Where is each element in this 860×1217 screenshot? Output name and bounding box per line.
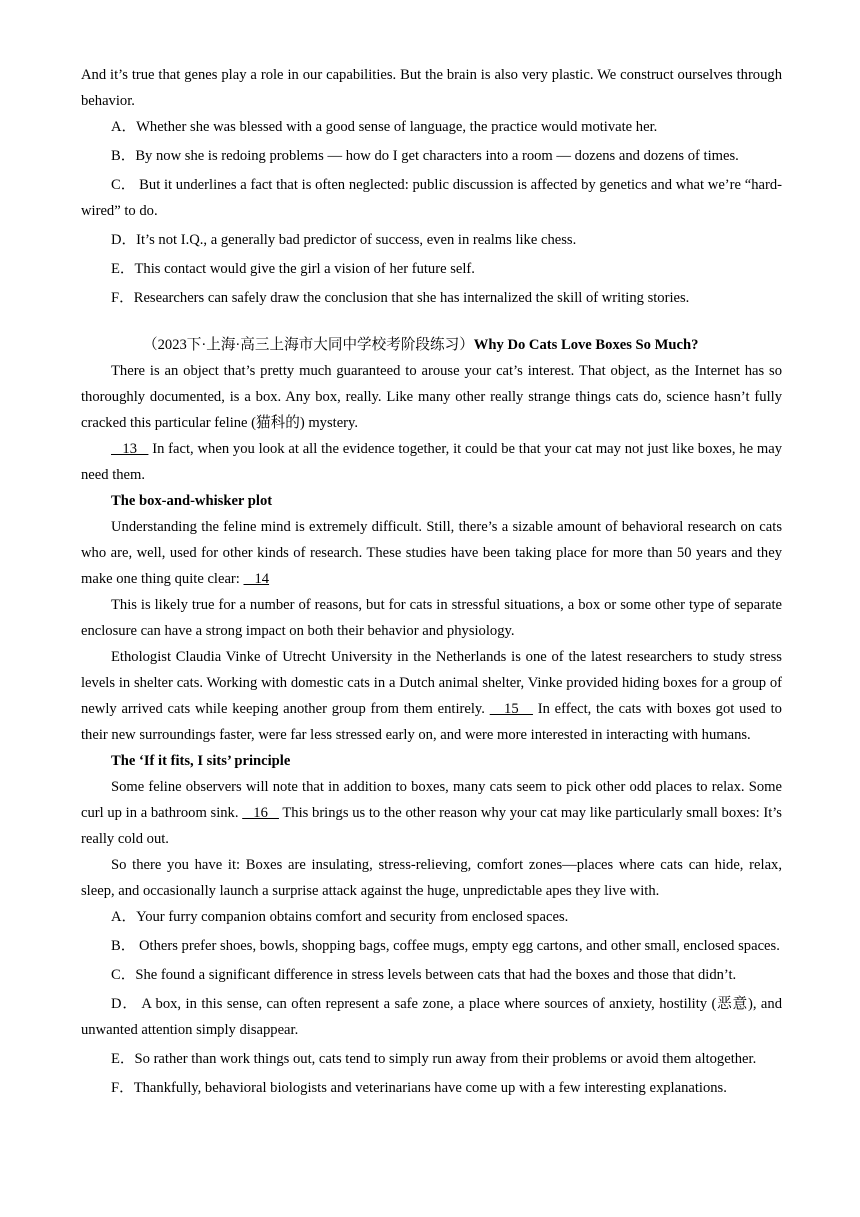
option-d: D． A box, in this sense, can often represent a safe zone, a place where sources of anxiety, hostility (恶意), and unwanted attention simply disappear. (81, 996, 782, 1038)
blank-16: 16 (242, 805, 279, 821)
paragraph-2-text: In fact, when you look at all the evidence together, it could be that your cat may not just like boxes, he may need them. (81, 441, 782, 483)
prev-option-d: D．It’s not I.Q., a generally bad predictor of success, even in realms like chess. (111, 232, 577, 248)
paragraph-3-text: Understanding the feline mind is extremely difficult. Still, there’s a sizable amount of behavioral research on cats who are, well, used for other kinds of research. These studies have been taking place for more than 50 years and they make one thing quite clear: (81, 519, 782, 587)
blank-14: 14 (243, 571, 270, 587)
paragraph-5-text-b: In effect, the cats with boxes got used to their new surroundings faster, were far less stressed early on, and were more interested in interacting with humans. (81, 701, 782, 743)
subheading-if-it-fits: The ‘If it fits, I sits’ principle (111, 753, 291, 769)
paragraph-5-text-a: Ethologist Claudia Vinke of Utrecht University in the Netherlands is one of the latest researchers to study stress levels in shelter cats. Working with domestic cats in a Dutch animal shelter, Vinke provided hiding boxes for a group of newly arrived cats while keeping another group from them entirely. (81, 649, 782, 717)
option-a: A．Your furry companion obtains comfort and security from enclosed spaces. (111, 909, 569, 925)
option-e: E．So rather than work things out, cats tend to simply run away from their problems or avoid them altogether. (111, 1051, 757, 1067)
paragraph-6-text-b: This brings us to the other reason why your cat may like particularly small boxes: It’s really cold out. (81, 805, 782, 847)
prev-option-f: F．Researchers can safely draw the conclusion that she has internalized the skill of writing stories. (111, 290, 690, 306)
article-title: Why Do Cats Love Boxes So Much? (473, 337, 699, 353)
prev-option-c: C． But it underlines a fact that is often neglected: public discussion is affected by genetics and what we’re “hard-wired” to do. (81, 177, 782, 219)
prev-option-a: A．Whether she was blessed with a good sense of language, the practice would motivate her. (111, 119, 658, 135)
prev-option-b: B．By now she is redoing problems — how do I get characters into a room — dozens and dozens of times. (111, 148, 739, 164)
subheading-box-and-whisker: The box-and-whisker plot (111, 493, 273, 509)
blank-15: 15 (489, 701, 533, 717)
article-paragraph-5 (81, 644, 782, 748)
paragraph-6-text-a: Some feline observers will note that in addition to boxes, many cats seem to pick other odd places to relax. Some curl up in a bathroom sink. (81, 779, 782, 821)
article-paragraph-1: There is an object that’s pretty much guaranteed to arouse your cat’s interest. That object, as the Internet has so thoroughly documented, is a box. Any box, really. Like many other really strange things cats do, science hasn’t fully cracked this particular feline (猫科的) mystery. (81, 363, 782, 431)
option-b: B． Others prefer shoes, bowls, shopping bags, coffee mugs, empty egg cartons, and other small, enclosed spaces. (111, 938, 780, 954)
prev-paragraph: And it’s true that genes play a role in our capabilities. But the brain is also very plastic. We construct ourselves through behavior. (81, 67, 782, 109)
article-heading (81, 332, 782, 358)
prev-option-e: E．This contact would give the girl a vision of her future self. (111, 261, 475, 277)
option-c: C．She found a significant difference in stress levels between cats that had the boxes and those that didn’t. (111, 967, 737, 983)
document-page (81, 62, 782, 1104)
blank-13: 13 (111, 441, 149, 457)
option-f: F．Thankfully, behavioral biologists and veterinarians have come up with a few interesting explanations. (111, 1080, 727, 1096)
article-source: （2023下·上海·高三上海市大同中学校考阶段练习） (143, 337, 474, 353)
article-paragraph-3 (81, 514, 782, 592)
article-paragraph-7: So there you have it: Boxes are insulating, stress-relieving, comfort zones—places where cats can hide, relax, sleep, and occasionally launch a surprise attack against the huge, unpredictable apes they live with. (81, 857, 782, 899)
article-paragraph-6 (81, 774, 782, 852)
section-gap (81, 314, 782, 332)
article-paragraph-4: This is likely true for a number of reasons, but for cats in stressful situations, a box or some other type of separate enclosure can have a strong impact on both their behavior and physiology. (81, 597, 782, 639)
article-paragraph-2 (81, 436, 782, 488)
